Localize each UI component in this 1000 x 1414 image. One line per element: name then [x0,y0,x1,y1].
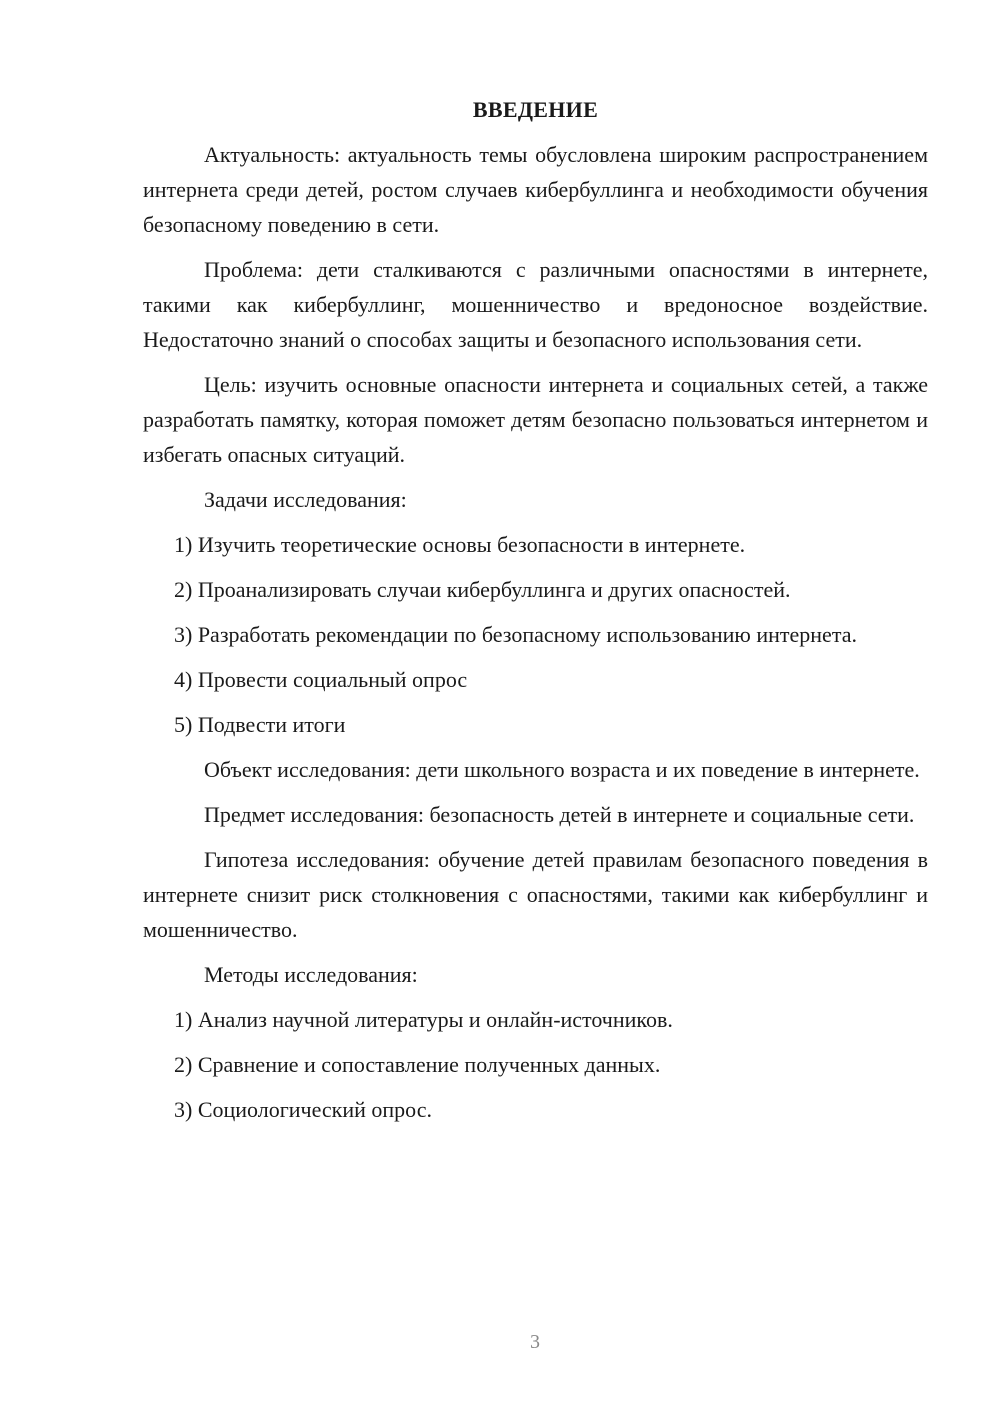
method-item: 2) Сравнение и сопоставление полученных данных. [174,1052,661,1077]
subject-paragraph: Предмет исследования: безопасность детей в интернете и социальные сети. [204,802,915,827]
tasks-heading: Задачи исследования: [204,487,407,512]
method-item: 3) Социологический опрос. [174,1097,432,1122]
page-number: 3 [530,1331,540,1353]
task-item: 1) Изучить теоретические основы безопасности в интернете. [174,532,746,557]
document-page [143,92,928,1137]
goal-paragraph: Цель: изучить основные опасности интернета и социальных сетей, а также разработать памятку, которая поможет детям безопасно пользоваться интернетом и избегать опасных ситуаций. [143,372,928,467]
relevance-paragraph: Актуальность: актуальность темы обусловлена широким распространением интернета среди детей, ростом случаев кибербуллинга и необходимости обучения безопасному поведению в сети. [143,142,928,237]
methods-heading: Методы исследования: [204,962,418,987]
task-item: 2) Проанализировать случаи кибербуллинга и других опасностей. [174,577,791,602]
object-paragraph: Объект исследования: дети школьного возраста и их поведение в интернете. [204,757,920,782]
task-item: 5) Подвести итоги [174,712,346,737]
task-item: 4) Провести социальный опрос [174,667,468,692]
method-item: 1) Анализ научной литературы и онлайн-источников. [174,1007,673,1032]
hypothesis-paragraph: Гипотеза исследования: обучение детей правилам безопасного поведения в интернете снизит риск столкновения с опасностями, такими как кибербуллинг и мошенничество. [143,847,928,942]
problem-paragraph: Проблема: дети сталкиваются с различными опасностями в интернете, такими как кибербуллинг, мошенничество и вредоносное воздействие. Недостаточно знаний о способах защиты и безопасного использования сети. [143,257,928,352]
section-title: ВВЕДЕНИЕ [472,97,599,122]
task-item: 3) Разработать рекомендации по безопасному использованию интернета. [174,622,857,647]
